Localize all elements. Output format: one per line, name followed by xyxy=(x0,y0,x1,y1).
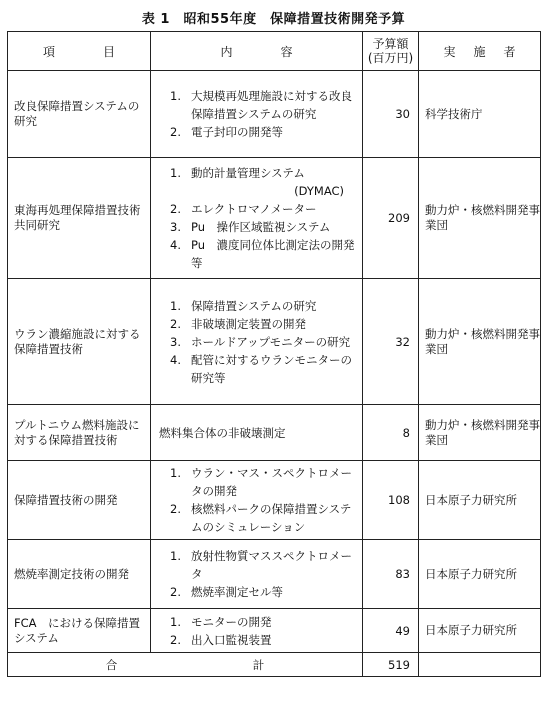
header-content: 内 容 xyxy=(151,32,363,71)
item-number: 2. xyxy=(170,202,181,216)
amount-cell: 83 xyxy=(363,540,419,609)
content-item xyxy=(151,547,358,583)
project-name: 東海再処理保障措置技術共同研究 xyxy=(8,158,151,279)
project-name: プルトニウム燃料施設に対する保障措置技術 xyxy=(8,405,151,461)
project-name: FCA における保障措置システム xyxy=(8,609,151,653)
item-number: 4. xyxy=(170,352,181,367)
item-number: 1. xyxy=(170,549,181,563)
project-name: 保障措置技術の開発 xyxy=(8,461,151,540)
item-text: 核燃料パークの保障措置システムのシミュレーション xyxy=(191,502,352,534)
content-item xyxy=(151,613,358,631)
content-item: 燃料集合体の非破壊測定 xyxy=(159,425,286,440)
item-text: エレクトロマノメーター xyxy=(191,202,317,216)
content-item xyxy=(151,164,358,182)
table-row xyxy=(8,158,541,279)
content-item xyxy=(151,200,358,218)
header-org: 実施者 xyxy=(419,32,541,71)
total-org-empty xyxy=(419,653,541,677)
content-item xyxy=(151,583,358,601)
total-amount: 519 xyxy=(363,653,419,677)
content-item xyxy=(151,218,358,236)
content-item xyxy=(151,500,358,536)
organization-cell: 日本原子力研究所 xyxy=(419,540,541,609)
total-label-a: 合 xyxy=(105,657,118,672)
item-number: 1. xyxy=(170,614,181,629)
item-number: 1. xyxy=(170,89,181,103)
content-cell xyxy=(151,71,363,158)
item-text: 配管に対するウランモニターの研究等 xyxy=(191,352,352,385)
item-number: 1. xyxy=(170,166,181,180)
organization-cell: 日本原子力研究所 xyxy=(419,609,541,653)
header-row xyxy=(8,32,541,71)
item-text: Pu 操作区域監視システム xyxy=(191,220,331,234)
item-text: 電子封印の開発等 xyxy=(191,125,283,139)
organization-cell: 動力炉・核燃料開発事業団 xyxy=(419,158,541,279)
amount-cell: 49 xyxy=(363,609,419,653)
item-text: 燃焼率測定セル等 xyxy=(191,585,283,599)
content-cell xyxy=(151,158,363,279)
project-name: 改良保障措置システムの研究 xyxy=(8,71,151,158)
item-text: 放射性物質マススペクトロメータ xyxy=(191,549,352,581)
item-number: 2. xyxy=(170,585,181,599)
content-cell xyxy=(151,609,363,653)
content-item xyxy=(151,236,358,272)
amount-cell: 32 xyxy=(363,279,419,405)
item-text: Pu 濃度同位体比測定法の開発等 xyxy=(191,238,355,270)
table-row xyxy=(8,461,541,540)
item-number: 2. xyxy=(170,125,181,139)
item-text: 非破壊測定装置の開発 xyxy=(191,316,306,331)
organization-cell: 日本原子力研究所 xyxy=(419,461,541,540)
content-item: (DYMAC) xyxy=(294,184,344,198)
table-title: 表 1 昭和55年度 保障措置技術開発予算 xyxy=(141,12,406,27)
item-number: 4. xyxy=(170,238,181,252)
total-label xyxy=(8,653,363,677)
table-row xyxy=(8,71,541,158)
organization-cell: 動力炉・核燃料開発事業団 xyxy=(419,279,541,405)
header-amount: 予算額 (百万円) xyxy=(363,32,419,71)
amount-cell: 8 xyxy=(363,405,419,461)
content-item xyxy=(151,87,358,123)
item-text: 動的計量管理システム xyxy=(191,166,305,180)
item-number: 3. xyxy=(170,220,181,234)
header-project: 項 目 xyxy=(8,32,151,71)
content-item xyxy=(151,464,358,500)
content-item xyxy=(151,333,358,351)
organization-cell: 動力炉・核燃料開発事業団 xyxy=(419,405,541,461)
item-number: 3. xyxy=(170,334,181,349)
item-text: モニターの開発 xyxy=(191,614,272,629)
amount-cell: 30 xyxy=(363,71,419,158)
item-number: 2. xyxy=(170,632,181,647)
project-name: 燃焼率測定技術の開発 xyxy=(8,540,151,609)
content-item xyxy=(151,297,358,315)
budget-table xyxy=(7,31,541,677)
total-label-b: 計 xyxy=(252,657,265,672)
table-row xyxy=(8,540,541,609)
item-text: 保障措置システムの研究 xyxy=(191,298,317,313)
content-cell xyxy=(151,540,363,609)
item-number: 1. xyxy=(170,298,181,313)
table-row xyxy=(8,609,541,653)
content-item xyxy=(151,315,358,333)
amount-cell: 209 xyxy=(363,158,419,279)
table-row xyxy=(8,405,541,461)
table-row xyxy=(8,279,541,405)
amount-cell: 108 xyxy=(363,461,419,540)
item-number: 2. xyxy=(170,502,181,516)
content-cell xyxy=(151,461,363,540)
total-row xyxy=(8,653,541,677)
organization-cell: 科学技術庁 xyxy=(419,71,541,158)
content-cell xyxy=(151,405,363,461)
item-text: ウラン・マス・スペクトロメータの開発 xyxy=(191,466,352,498)
content-cell xyxy=(151,279,363,405)
project-name: ウラン濃縮施設に対する保障措置技術 xyxy=(8,279,151,405)
item-text: 大規模再処理施設に対する改良保障措置システムの研究 xyxy=(191,89,352,121)
item-number: 2. xyxy=(170,316,181,331)
item-text: 出入口監視装置 xyxy=(191,632,272,647)
content-item xyxy=(151,351,358,387)
content-item xyxy=(151,631,358,649)
item-number: 1. xyxy=(170,466,181,480)
content-item xyxy=(151,123,358,141)
item-text: ホールドアップモニターの研究 xyxy=(191,334,351,349)
